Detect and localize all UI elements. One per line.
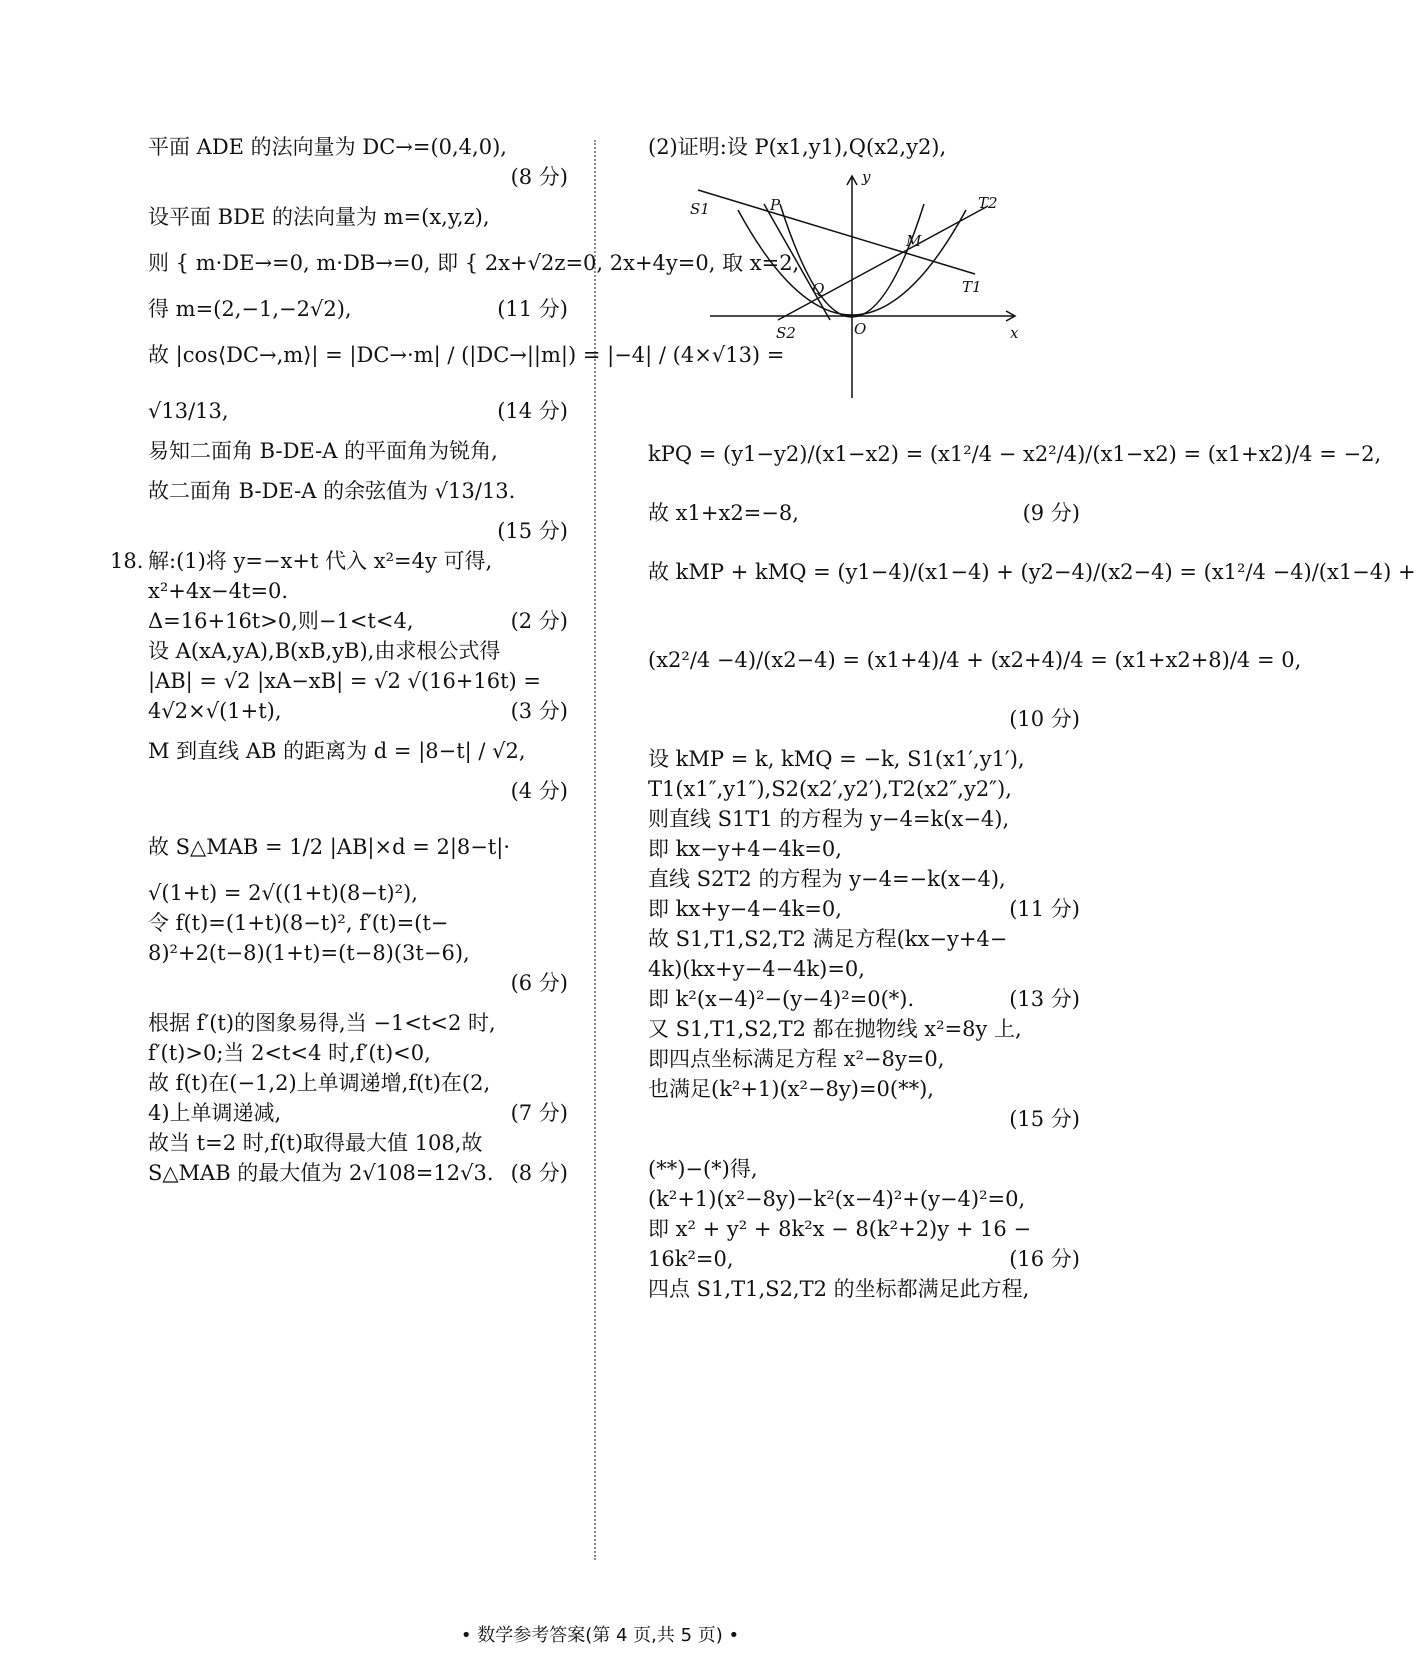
text-line: 直线 S2T2 的方程为 y−4=−k(x−4),	[648, 867, 1006, 891]
text-line: 故 S△MAB = 1/2 |AB|×d = 2|8−t|·	[148, 835, 511, 859]
right-column	[648, 132, 1416, 1304]
parabola-figure	[690, 170, 1050, 400]
text-line: Δ=16+16t>0,则−1<t<4, (2 分)	[148, 606, 568, 636]
text-line: |AB| = √2 |xA−xB| = √2 √(16+16t) =	[148, 669, 542, 693]
page-footer: • 数学参考答案(第 4 页,共 5 页) •	[460, 1625, 740, 1646]
text-line: T1(x1″,y1″),S2(x2′,y2′),T2(x2″,y2″),	[648, 777, 1012, 801]
text-line: 则直线 S1T1 的方程为 y−4=k(x−4),	[648, 807, 1010, 831]
line-s1-t1	[698, 190, 975, 274]
text-line: 又 S1,T1,S2,T2 都在抛物线 x²=8y 上,	[648, 1017, 1022, 1041]
text-line: S△MAB 的最大值为 2√108=12√3. (8 分)	[148, 1158, 568, 1188]
text-line: √(1+t) = 2√((1+t)(8−t)²),	[148, 881, 418, 905]
score: (13 分)	[1009, 987, 1080, 1011]
score: (6 分)	[510, 971, 568, 995]
text-line: (2)证明:设 P(x1,y1),Q(x2,y2),	[648, 135, 947, 159]
text-line: 即 k²(x−4)²−(y−4)²=0(*). (13 分)	[648, 984, 1080, 1014]
score: (9 分)	[1022, 501, 1080, 525]
label-s2: S2	[776, 324, 796, 342]
question-number: 18.	[110, 549, 144, 573]
text-line: 4)上单调递减, (7 分)	[148, 1098, 568, 1128]
text-line: 得 m=(2,−1,−2√2), (11 分)	[148, 294, 568, 324]
text-line: (**)−(*)得,	[648, 1157, 758, 1181]
text-line: 故 S1,T1,S2,T2 满足方程(kx−y+4−	[648, 927, 1008, 951]
text-line: 也满足(k²+1)(x²−8y)=0(**),	[648, 1077, 934, 1101]
text-line: 即 x² + y² + 8k²x − 8(k²+2)y + 16 −	[648, 1217, 1032, 1241]
score: (2 分)	[510, 609, 568, 633]
text-line: 故 f(t)在(−1,2)上单调递增,f(t)在(2,	[148, 1071, 491, 1095]
text-line: (x2²/4 −4)/(x2−4) = (x1+4)/4 + (x2+4)/4 = (x1+x2+8)/4 = 0,	[648, 648, 1302, 672]
text-line: 即 kx−y+4−4k=0,	[648, 837, 842, 861]
text-line: (k²+1)(x²−8y)−k²(x−4)²+(y−4)²=0,	[648, 1187, 1026, 1211]
text-line: 平面 ADE 的法向量为 DC→=(0,4,0),	[148, 135, 507, 159]
score: (4 分)	[510, 779, 568, 803]
label-q: Q	[812, 280, 825, 298]
text-line: 令 f(t)=(1+t)(8−t)², f′(t)=(t−	[148, 911, 449, 935]
score: (14 分)	[497, 399, 568, 423]
label-t1: T1	[962, 278, 982, 296]
text-line: 设 kMP = k, kMQ = −k, S1(x1′,y1′),	[648, 747, 1025, 771]
text-line: 故 x1+x2=−8, (9 分)	[648, 498, 1080, 528]
score: (15 分)	[497, 519, 568, 543]
text-line: 易知二面角 B-DE-A 的平面角为锐角,	[148, 439, 498, 463]
label-o: O	[854, 320, 867, 338]
label-s1: S1	[690, 200, 710, 218]
text-line: 8)²+2(t−8)(1+t)=(t−8)(3t−6),	[148, 941, 470, 965]
text-line: 4k)(kx+y−4−4k)=0,	[648, 957, 865, 981]
text-line: 故二面角 B-DE-A 的余弦值为 √13/13.	[148, 479, 516, 503]
text-line: √13/13, (14 分)	[148, 396, 568, 426]
text-line: 即四点坐标满足方程 x²−8y=0,	[648, 1047, 945, 1071]
text-line: 设 A(xA,yA),B(xB,yB),由求根公式得	[148, 639, 501, 663]
text-line: 设平面 BDE 的法向量为 m=(x,y,z),	[148, 205, 490, 229]
score: (11 分)	[1009, 897, 1080, 921]
label-y: y	[862, 168, 871, 186]
text-line: x²+4x−4t=0.	[148, 579, 289, 603]
text-line: 即 kx+y−4−4k=0, (11 分)	[648, 894, 1080, 924]
text-line: kPQ = (y1−y2)/(x1−x2) = (x1²/4 − x2²/4)/(x1−x2) = (x1+x2)/4 = −2,	[648, 442, 1382, 466]
text-line: 故 |cos⟨DC→,m⟩| = |DC→·m| / (|DC→||m|) = |−4| / (4×√13) =	[148, 343, 785, 367]
label-m: M	[906, 232, 922, 250]
label-x: x	[1010, 324, 1019, 342]
label-p: P	[770, 196, 781, 214]
text-line: 根据 f′(t)的图象易得,当 −1<t<2 时,	[148, 1011, 496, 1035]
text-line: 故当 t=2 时,f(t)取得最大值 108,故	[148, 1131, 483, 1155]
text-line: 16k²=0, (16 分)	[648, 1244, 1080, 1274]
score: (11 分)	[497, 297, 568, 321]
text-line: 18. 解:(1)将 y=−x+t 代入 x²=4y 可得,	[148, 546, 568, 576]
score: (15 分)	[1009, 1107, 1080, 1131]
text-line: M 到直线 AB 的距离为 d = |8−t| / √2,	[148, 739, 526, 763]
line-p-q	[764, 204, 830, 320]
text-line: 故 kMP + kMQ = (y1−4)/(x1−4) + (y2−4)/(x2−4) = (x1²/4 −4)/(x1−4) +	[648, 560, 1416, 584]
score: (3 分)	[510, 699, 568, 723]
score: (10 分)	[1009, 707, 1080, 731]
text-line: 四点 S1,T1,S2,T2 的坐标都满足此方程,	[648, 1277, 1030, 1301]
score: (8 分)	[510, 1161, 568, 1185]
text-line: 则 { m·DE→=0, m·DB→=0, 即 { 2x+√2z=0, 2x+4y=0, 取 x=2,	[148, 251, 800, 275]
score: (16 分)	[1009, 1247, 1080, 1271]
score: (7 分)	[510, 1101, 568, 1125]
score: (8 分)	[510, 165, 568, 189]
text-line: 4√2×√(1+t), (3 分)	[148, 696, 568, 726]
label-t2: T2	[978, 194, 998, 212]
text-line: f′(t)>0;当 2<t<4 时,f′(t)<0,	[148, 1041, 431, 1065]
